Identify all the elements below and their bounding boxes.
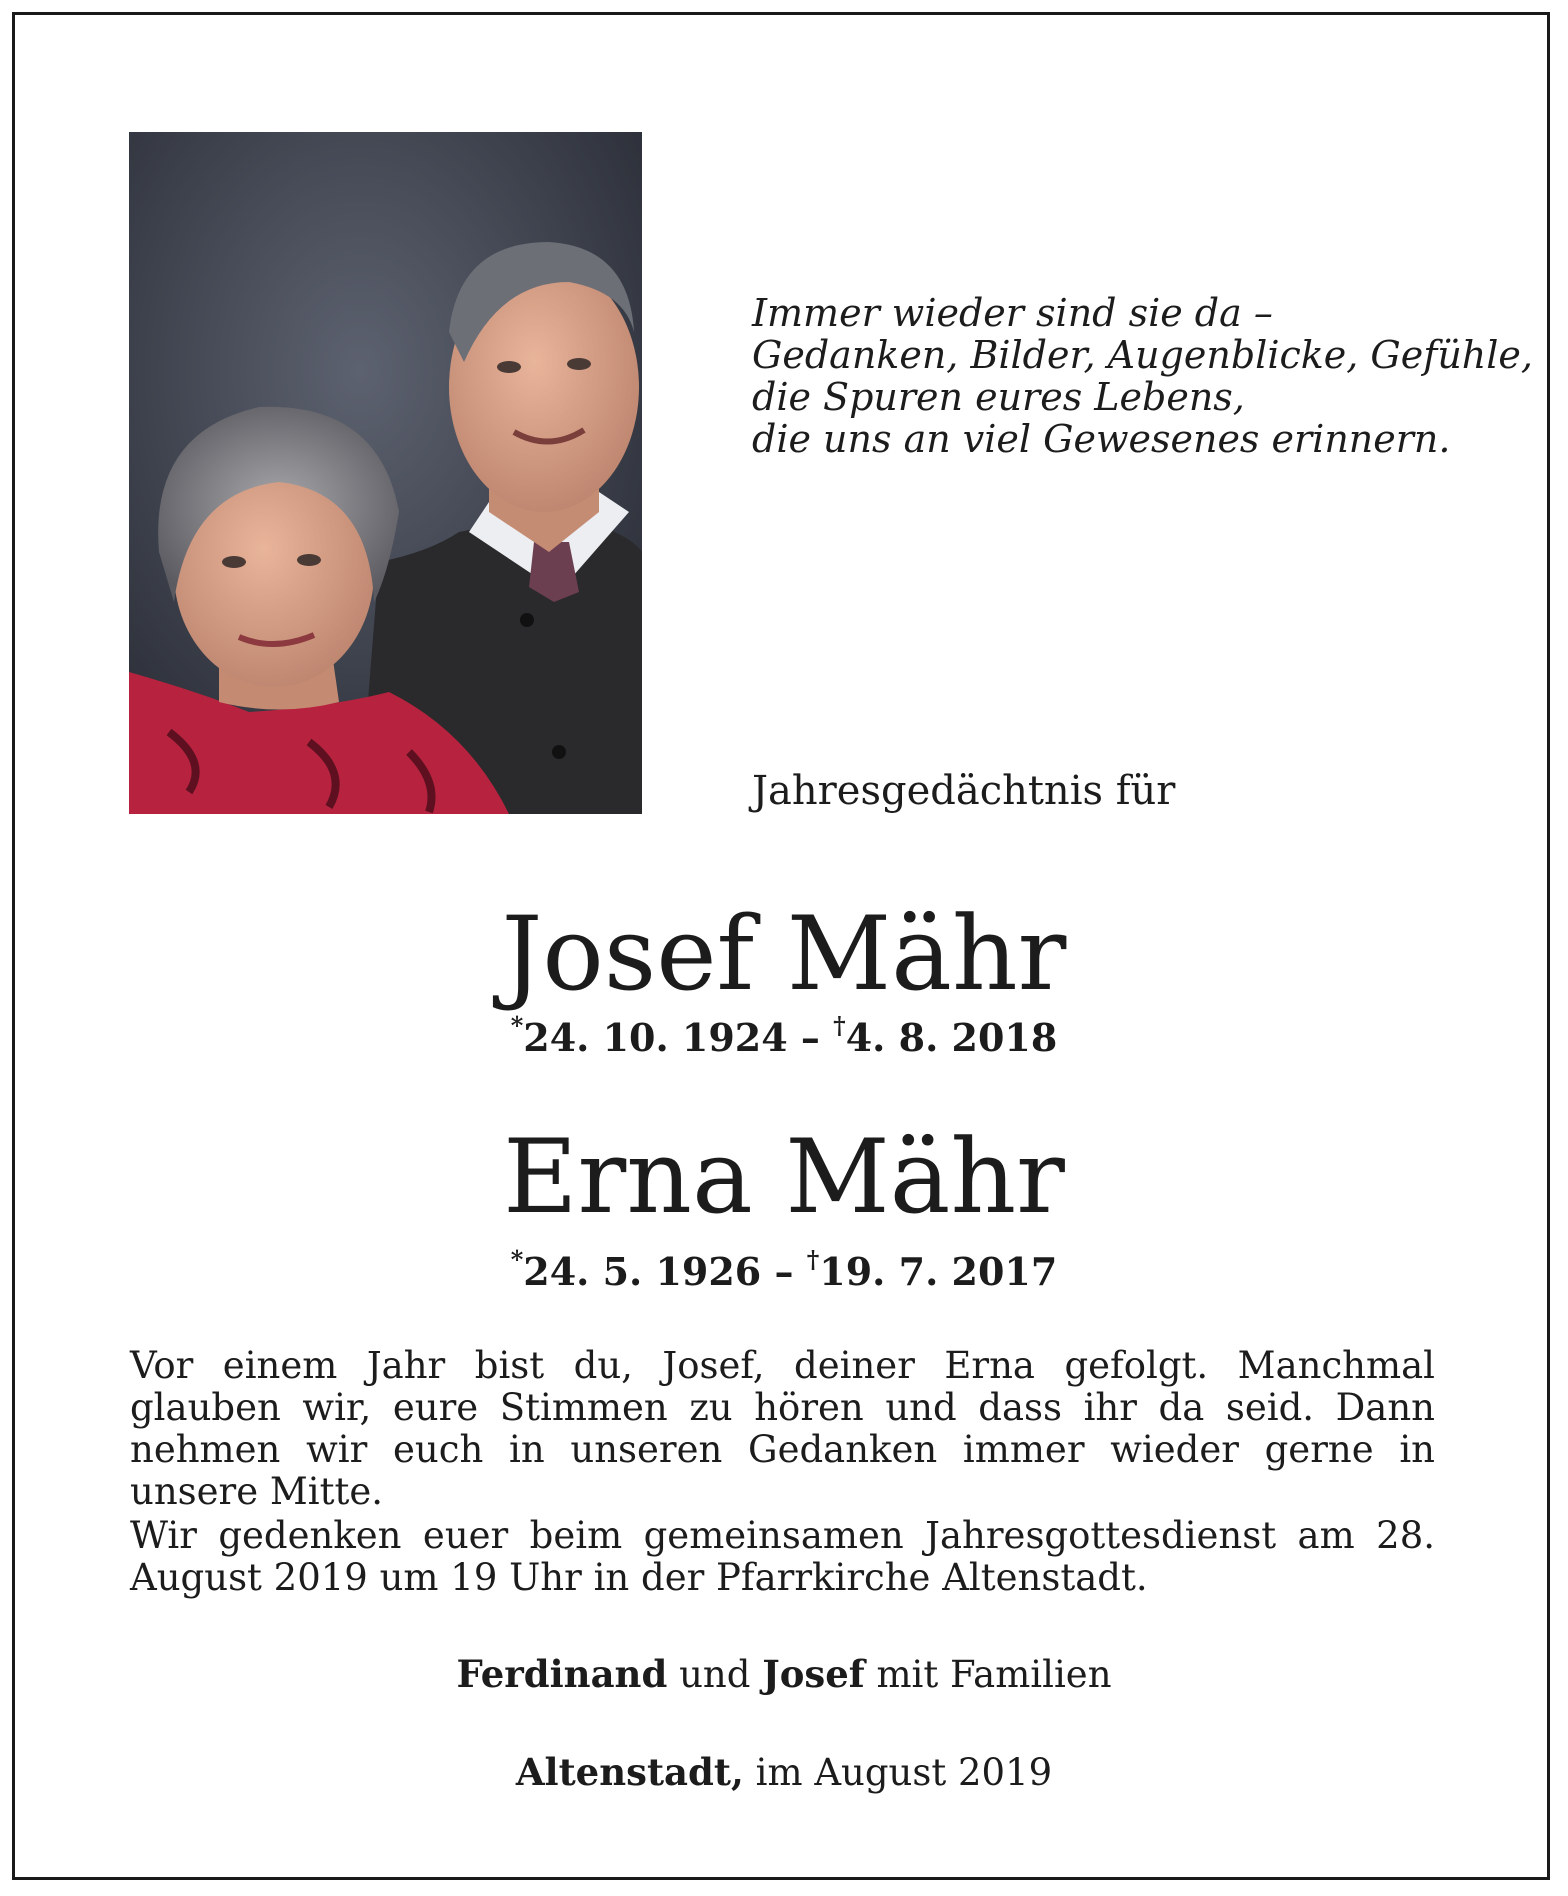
poem-line: Gedanken, Bilder, Augenblicke, Gefühle, <box>752 333 1534 377</box>
portrait-image <box>129 132 642 814</box>
signature <box>0 1652 1568 1696</box>
signature-rest: mit Familien <box>864 1653 1112 1696</box>
portrait-photo <box>129 132 642 814</box>
place-date <box>0 1750 1568 1794</box>
birth-symbol: * <box>510 1011 524 1040</box>
death-date: 4. 8. 2018 <box>845 1015 1058 1060</box>
birth-date: 24. 5. 1926 <box>523 1249 762 1294</box>
life-dates-josef <box>0 1011 1568 1060</box>
signature-conjunction: und <box>667 1653 763 1696</box>
birth-symbol: * <box>510 1245 524 1274</box>
date-separator: – <box>787 1015 834 1060</box>
death-date: 19. 7. 2017 <box>819 1249 1058 1294</box>
memorial-paragraph: Vor einem Jahr bist du, Josef, deiner Erna gefolgt. Manchmal glauben wir, eure Stimmen zu hören und dass ihr da seid. Dann nehmen wir euch in unseren Gedanken immer wieder gerne in unsere Mitte. <box>130 1344 1435 1513</box>
date-separator: – <box>761 1249 807 1294</box>
place-date-text: im August 2019 <box>743 1751 1053 1794</box>
service-announcement: Wir gedenken euer beim gemeinsamen Jahresgottesdienst am 28. August 2019 um 19 Uhr in der Pfarrkirche Altenstadt. <box>130 1514 1435 1599</box>
person-name-josef: Josef Mähr <box>501 895 1067 1014</box>
signer-ferdinand: Ferdinand <box>456 1652 668 1696</box>
poem-line: Immer wieder sind sie da – <box>752 291 1273 335</box>
life-dates-erna <box>0 1245 1568 1294</box>
signer-josef: Josef <box>762 1652 865 1696</box>
death-symbol: † <box>806 1245 820 1274</box>
poem-line: die uns an viel Gewesenes erinnern. <box>752 417 1451 461</box>
poem <box>752 291 1534 461</box>
death-symbol: † <box>833 1011 846 1040</box>
birth-date: 24. 10. 1924 <box>523 1015 788 1060</box>
place-town: Altenstadt, <box>515 1750 744 1794</box>
intro-heading: Jahresgedächtnis für <box>752 768 1176 814</box>
poem-line: die Spuren eures Lebens, <box>752 375 1245 419</box>
person-name-erna: Erna Mähr <box>503 1118 1065 1237</box>
